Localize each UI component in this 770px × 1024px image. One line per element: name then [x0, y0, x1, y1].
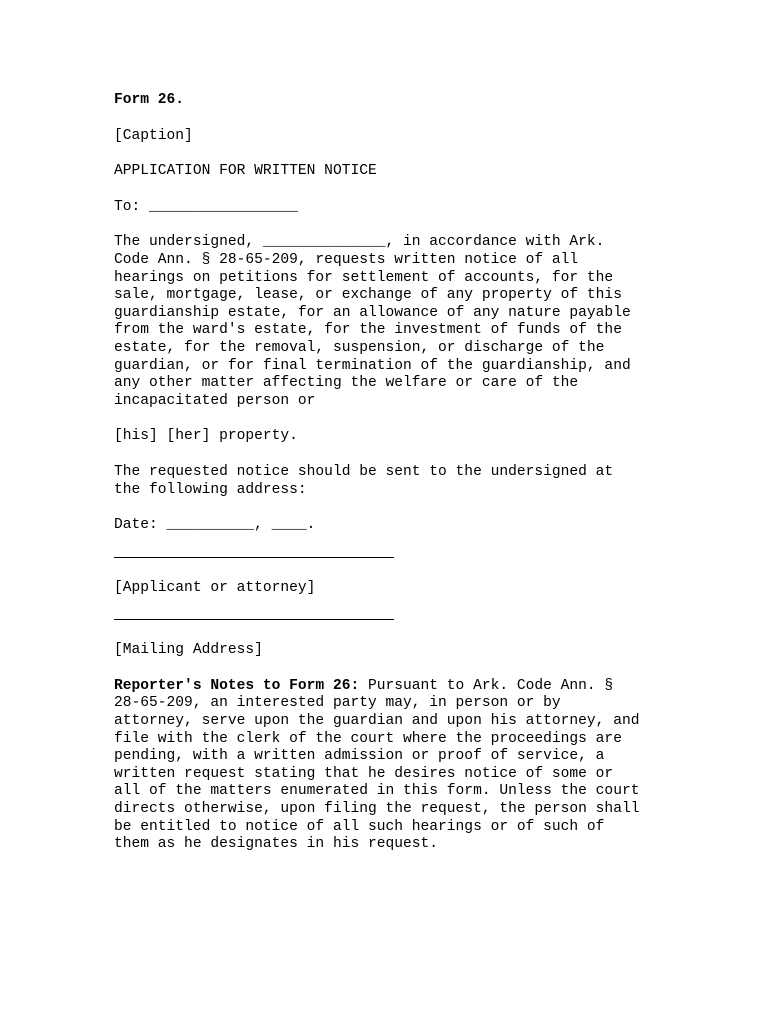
his-her-property: [his] [her] property.	[114, 428, 298, 445]
reporters-notes-label: Reporter's Notes to Form 26:	[114, 677, 360, 694]
mailing-address-line	[114, 619, 394, 620]
to-line: To: _________________	[114, 198, 298, 215]
applicant-signature-line	[114, 557, 394, 558]
form-title: Form 26.	[114, 92, 185, 108]
document-page	[114, 92, 674, 854]
reporters-notes-text: Pursuant to Ark. Code Ann. § 28-65-209, an interested party may, in person or by attorney, serve upon the guardian and upon his attorney, and file with the clerk of the court where the proceedings are pending, with a written admission or proof of service, a written request stating that he desires notice of some or all of the matters enumerated in this form. Unless the court directs otherwise, upon filing the request, the person shall be entitled to notice of all such hearings or of such of them as he designates in his request.	[114, 677, 640, 853]
applicant-label: [Applicant or attorney]	[114, 579, 316, 596]
document-heading: APPLICATION FOR WRITTEN NOTICE	[114, 163, 377, 180]
address-paragraph: The requested notice should be sent to the undersigned at the following address:	[114, 463, 614, 498]
mailing-address-label: [Mailing Address]	[114, 642, 263, 659]
caption: [Caption]	[114, 127, 193, 144]
body-paragraph: The undersigned, ______________, in accordance with Ark. Code Ann. § 28-65-209, requests written notice of all hearings on petitions for settlement of accounts, for the sale, mortgage, lease, or exchange of any property of this guardianship estate, for an allowance of any nature payable from the ward's estate, for the investment of funds of the estate, for the removal, suspension, or discharge of the guardian, or for final termination of the guardianship, and any other matter affecting the welfare or care of the incapacitated person or	[114, 234, 631, 409]
date-line: Date: __________, ____.	[114, 517, 316, 534]
reporters-notes	[114, 678, 674, 854]
